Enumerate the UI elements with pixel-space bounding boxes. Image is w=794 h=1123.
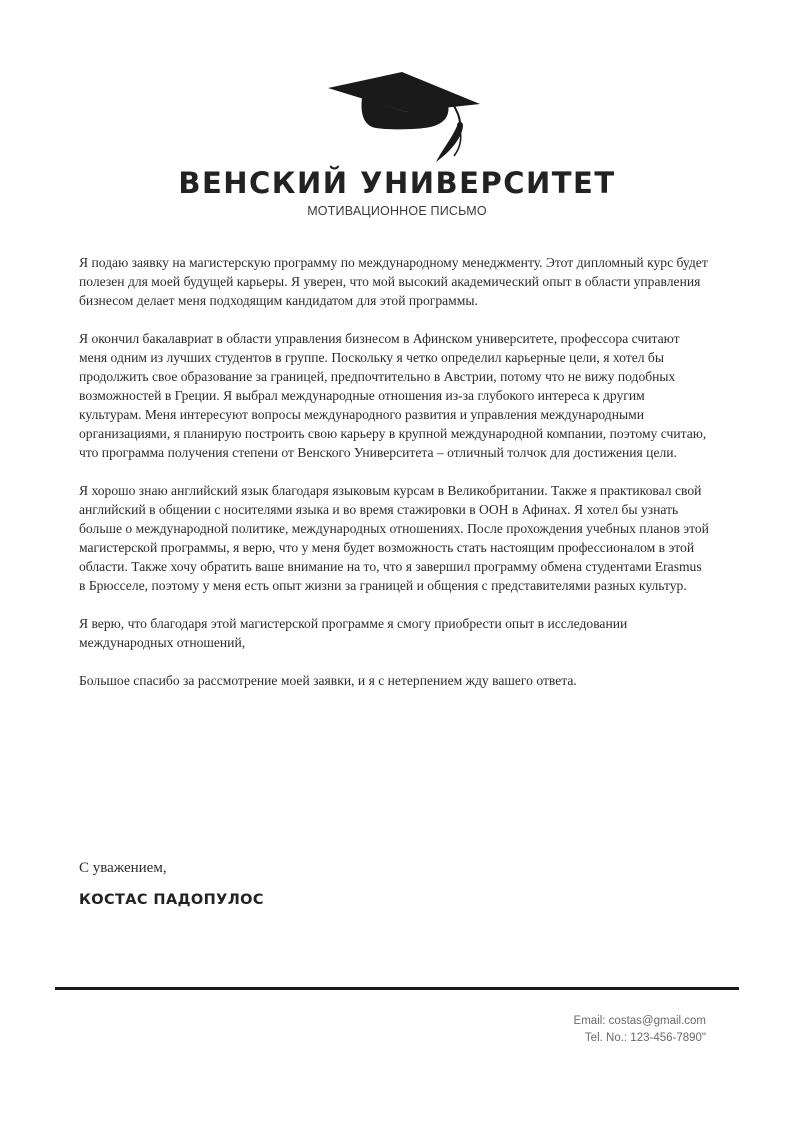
letter-body (79, 253, 709, 709)
letter-paragraph: Большое спасибо за рассмотрение моей заявки, и я с нетерпением жду вашего ответа. (79, 673, 577, 688)
page-title: ВЕНСКИЙ УНИВЕРСИТЕТ (178, 166, 616, 200)
page-subtitle: МОТИВАЦИОННОЕ ПИСЬМО (307, 204, 487, 218)
contact-email: Email: costas@gmail.com (573, 1015, 706, 1027)
signer-name: КОСТАС ПАДОПУЛОС (79, 892, 264, 908)
letter-paragraph: Я верю, что благодаря этой магистерской программе я смогу приобрести опыт в исследовании международных отношений, (79, 616, 628, 650)
letter-paragraph: Я окончил бакалавриат в области управления бизнесом в Афинском университете, профессора считают меня одним из лучших студентов в группе. Поскольку я четко определил карьерные цели, я хотел бы продолжить свое образование за границей, предпочтительно в Австрии, потому что не вижу подобных возможностей в Греции. Я выбрал международные отношения из-за глубокого интереса к другим культурам. Меня интересуют вопросы международного развития и управления международными организациями, я планирую построить свою карьеру в крупной международной компании, поэтому считаю, что программа получения степени от Венского Университета – отличный толчок для достижения цели. (79, 331, 707, 460)
graduation-cap-icon (326, 68, 482, 168)
contact-block (574, 1013, 706, 1047)
letter-paragraph: Я хорошо знаю английский язык благодаря языковым курсам в Великобритании. Также я практиковал свой английский в общении с носителями языка и во время стажировки в ООН в Афинах. Я хотел бы узнать больше о международной политике, международных отношениях. После прохождения учебных планов этой магистерской программы, я верю, что у меня будет возможность стать настоящим профессионалом в этой области. Также хочу обратить ваше внимание на то, что я завершил программу обмена студентами Erasmus в Брюсселе, поэтому у меня есть опыт жизни за границей и общения с представителями разных культур. (79, 483, 709, 593)
contact-phone: Tel. No.: 123-456-7890" (584, 1032, 706, 1044)
letter-paragraph: Я подаю заявку на магистерскую программу по международному менеджменту. Этот дипломный курс будет полезен для моей будущей карьеры. Я уверен, что мой высокий академический опыт в области управления бизнесом делает меня подходящим кандидатом для этой программы. (79, 255, 708, 308)
footer-divider (55, 987, 739, 990)
letter-closing: С уважением, (79, 860, 167, 876)
